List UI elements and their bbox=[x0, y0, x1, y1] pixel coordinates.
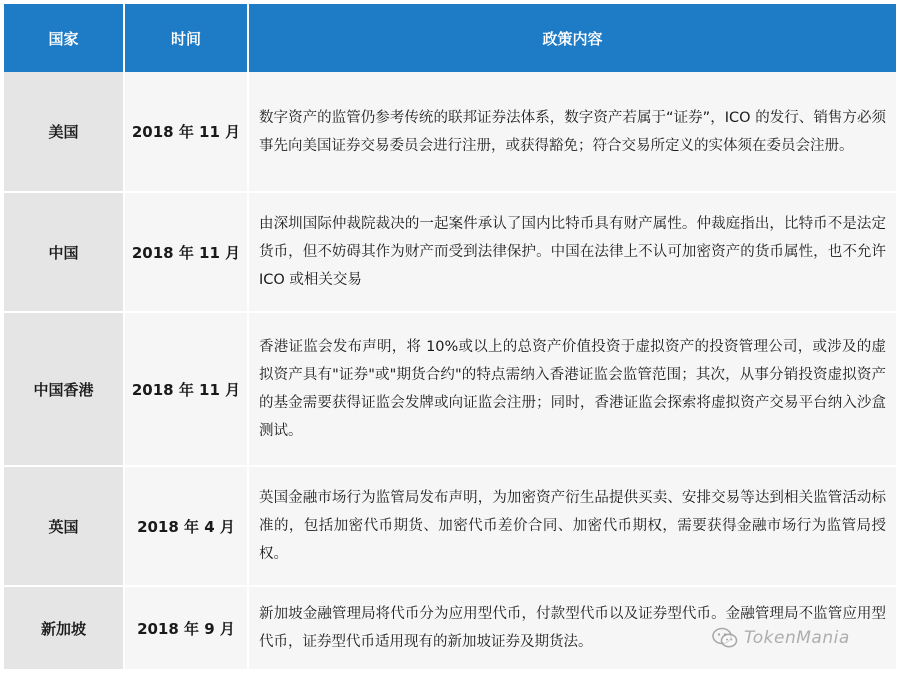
watermark-text: TokenMania bbox=[744, 628, 850, 648]
table-row bbox=[4, 72, 896, 192]
cell-policy: 香港证监会发布声明，将 10%或以上的总资产价值投资于虚拟资产的投资管理公司，或涉及的虚拟资产具有"证券"或"期货合约"的特点需纳入香港证监会监管范围；其次，从事分销投资虚拟资产的基金需要获得证监会发牌或向证监会注册；同时，香港证监会探索将虚拟资产交易平台纳入沙盒测试。 bbox=[248, 312, 896, 466]
table-header-row bbox=[4, 4, 896, 72]
header-policy: 政策内容 bbox=[248, 4, 896, 72]
cell-date: 2018 年 11 月 bbox=[124, 312, 248, 466]
cell-country: 英国 bbox=[4, 466, 124, 586]
cell-country: 中国香港 bbox=[4, 312, 124, 466]
header-date: 时间 bbox=[124, 4, 248, 72]
cell-country: 新加坡 bbox=[4, 586, 124, 670]
cell-date: 2018 年 11 月 bbox=[124, 192, 248, 312]
header-country: 国家 bbox=[4, 4, 124, 72]
cell-date: 2018 年 9 月 bbox=[124, 586, 248, 670]
cell-country: 美国 bbox=[4, 72, 124, 192]
watermark bbox=[712, 624, 850, 652]
wechat-icon bbox=[712, 627, 738, 649]
cell-date: 2018 年 4 月 bbox=[124, 466, 248, 586]
cell-policy: 新加坡金融管理局将代币分为应用型代币，付款型代币以及证券型代币。金融管理局不监管应用型代币，证券型代币适用现有的新加坡证券及期货法。 bbox=[248, 586, 896, 670]
cell-policy: 英国金融市场行为监管局发布声明，为加密资产衍生品提供买卖、安排交易等达到相关监管活动标准的，包括加密代币期货、加密代币差价合同、加密代币期权，需要获得金融市场行为监管局授权。 bbox=[248, 466, 896, 586]
cell-date: 2018 年 11 月 bbox=[124, 72, 248, 192]
table-row bbox=[4, 192, 896, 312]
table-row bbox=[4, 466, 896, 586]
policy-table bbox=[4, 4, 896, 671]
table-row bbox=[4, 312, 896, 466]
cell-policy: 由深圳国际仲裁院裁决的一起案件承认了国内比特币具有财产属性。仲裁庭指出，比特币不是法定货币，但不妨碍其作为财产而受到法律保护。中国在法律上不认可加密资产的货币属性，也不允许 ICO 或相关交易 bbox=[248, 192, 896, 312]
cell-policy: 数字资产的监管仍参考传统的联邦证券法体系，数字资产若属于“证券”，ICO 的发行、销售方必须事先向美国证券交易委员会进行注册，或获得豁免；符合交易所定义的实体须在委员会注册。 bbox=[248, 72, 896, 192]
cell-country: 中国 bbox=[4, 192, 124, 312]
